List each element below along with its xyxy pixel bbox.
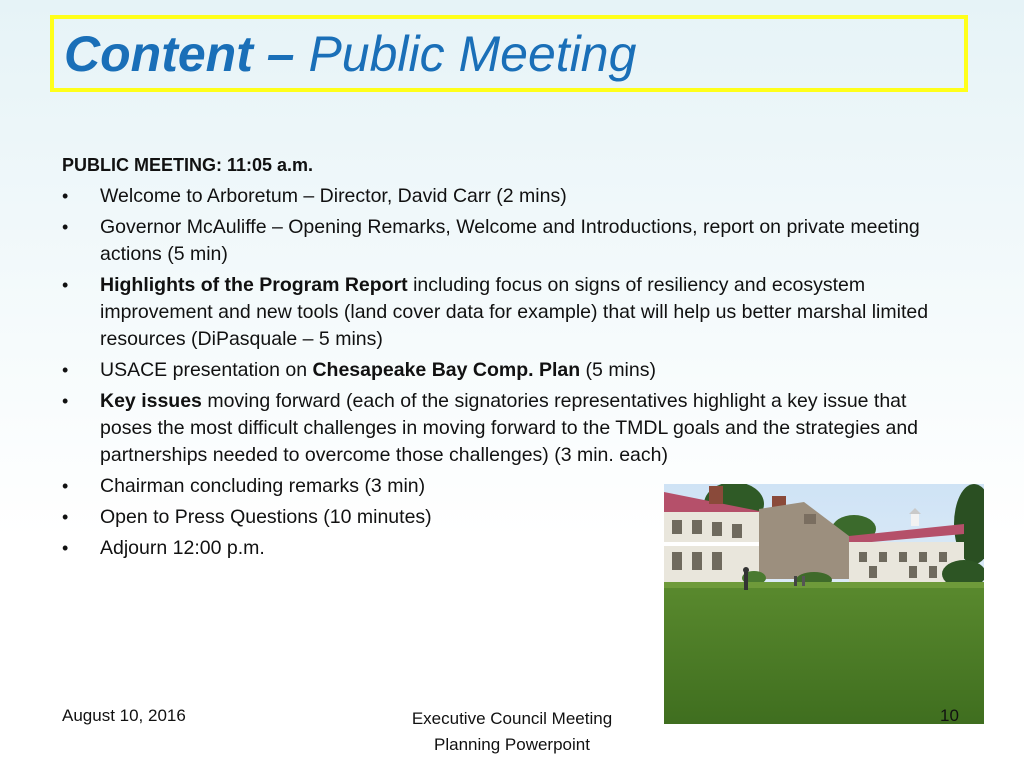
bullet-icon: •	[62, 507, 69, 527]
footer-line-2: Planning Powerpoint	[434, 735, 590, 754]
agenda-item	[62, 272, 942, 353]
slide-number: 10	[940, 706, 959, 725]
agenda-item	[62, 388, 942, 469]
item-text-bold: Chesapeake Bay Comp. Plan	[312, 359, 581, 381]
bullet-icon: •	[62, 391, 69, 411]
section-heading: PUBLIC MEETING: 11:05 a.m.	[62, 155, 314, 175]
bullet-icon: •	[62, 217, 69, 237]
title-rest: Public Meeting	[308, 25, 637, 82]
item-text-post: (5 mins)	[580, 359, 656, 381]
item-text-pre: Chairman concluding remarks (3 min)	[100, 475, 426, 497]
item-text-pre: USACE presentation on	[100, 359, 313, 381]
footer-date: August 10, 2016	[62, 706, 186, 725]
bullet-icon: •	[62, 538, 69, 558]
item-text-post: moving forward (each of the signatories representatives highlight a key issue that poses the most difficult challenges in moving forward to the TMDL goals and the strategies and partnerships needed to overcome those challenges) (3 min. each)	[100, 390, 919, 466]
bullet-icon: •	[62, 275, 69, 295]
bullet-icon: •	[62, 186, 69, 206]
agenda-item	[62, 214, 942, 268]
arboretum-photo	[664, 484, 984, 724]
bullet-icon: •	[62, 476, 69, 496]
item-text-post: including focus on signs of resiliency and ecosystem improvement and new tools (land cover data for example) that will help us better marshal limited resources (DiPasquale – 5 mins)	[100, 274, 929, 350]
title-bold: Content –	[64, 25, 309, 82]
item-text-bold: Highlights of the Program Report	[100, 274, 408, 296]
item-text-pre: Governor McAuliffe – Opening Remarks, Welcome and Introductions, report on private meeting actions (5 min)	[100, 216, 920, 265]
item-text-pre: Welcome to Arboretum – Director, David Carr (2 mins)	[100, 185, 567, 207]
item-text-pre: Open to Press Questions (10 minutes)	[100, 506, 432, 528]
bullet-icon: •	[62, 360, 69, 380]
agenda-item	[62, 357, 942, 384]
item-text-pre: Adjourn 12:00 p.m.	[100, 537, 265, 559]
slide-title	[64, 25, 637, 82]
agenda-item	[62, 183, 942, 210]
footer-line-1: Executive Council Meeting	[411, 709, 613, 728]
item-text-bold: Key issues	[100, 390, 202, 412]
photo-illustration	[664, 484, 984, 724]
title-box	[50, 15, 968, 92]
footer-title	[372, 706, 652, 758]
